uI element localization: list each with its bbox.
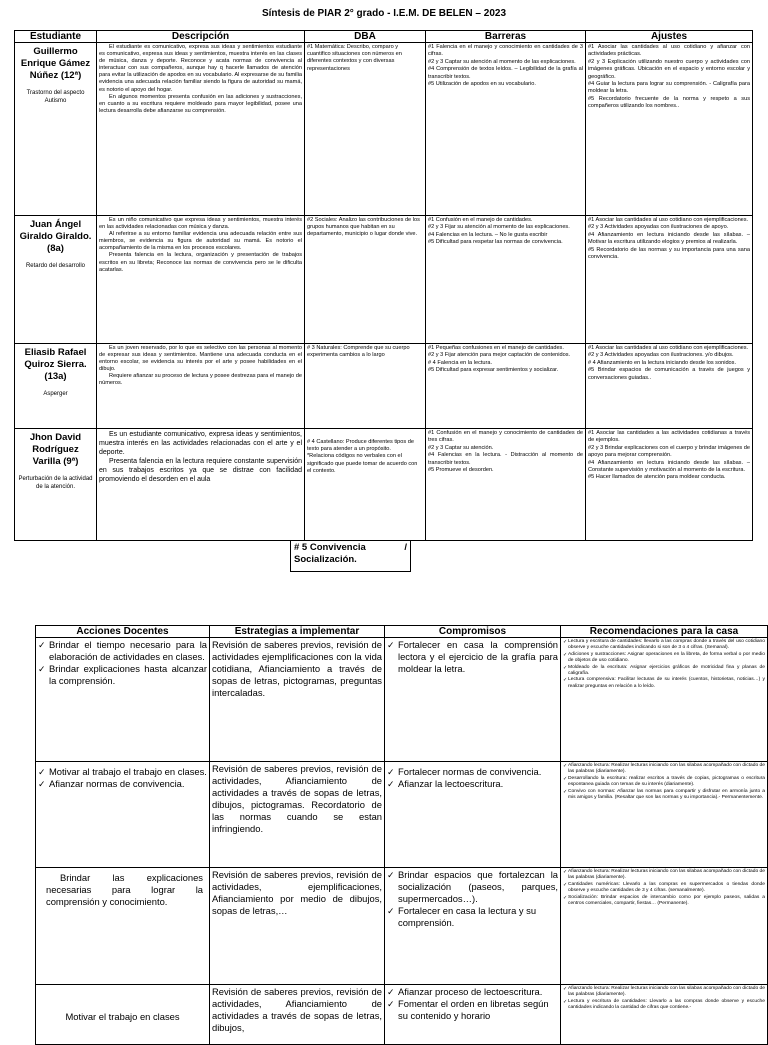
header-recomendaciones: Recomendaciones para la casa xyxy=(561,626,768,638)
list-item xyxy=(387,639,558,675)
acciones-cell xyxy=(36,762,210,868)
table-header-row xyxy=(15,31,753,43)
checkmark-icon: ✓ xyxy=(563,677,568,684)
list-item xyxy=(387,998,558,1022)
item-text: Motivar el trabajo en clases xyxy=(65,1011,180,1022)
item-text: Fortalecer normas de convivencia. xyxy=(398,766,542,777)
item-text: Desarrollando la escritura: realizar escritos a través de copias, pictogramas o escritura espontanea guiada con temas de su interés (diariamente). xyxy=(568,775,765,788)
dba-cell xyxy=(305,429,426,541)
list-item xyxy=(563,677,765,690)
checkmark-icon: ✓ xyxy=(38,779,46,789)
dba-text: #2 Sociales: Analizo las contribuciones de los grupos humanos que habitan en su departamento, municipio o lugar donde vive. xyxy=(307,217,420,238)
actions-table xyxy=(35,625,768,1045)
item-text: Afianzando lectura: Realizar lecturas iniciando con las silabas acompañado con dictado de las palabras (diariamente). xyxy=(568,869,765,881)
adjustment-item: #1 Asociar las cantidades al uso cotidiano con ejemplificaciones. xyxy=(588,345,749,351)
socializacion-label: Socialización. xyxy=(294,554,357,565)
item-text: Afianzar la lectoescritura. xyxy=(398,778,504,789)
list-item xyxy=(563,999,765,1012)
barrier-item: #5 Promueve el desorden. xyxy=(428,467,494,474)
header-descripcion: Descripción xyxy=(97,31,305,43)
table-row xyxy=(15,216,753,344)
list-item xyxy=(387,766,558,778)
list-item xyxy=(38,663,207,687)
adjustment-item: #2 y 3 Explicación utilizando nuestro cuerpo y actividades con imágenes gráficas. Ubicación en el espacio y entorno escolar y geográfico. xyxy=(588,58,750,80)
slash-mark: / xyxy=(404,542,407,553)
description-paragraph: Al referirse a su entorno familiar evidencia una adecuada relación entre sus miembros, se evidencia su figura de autoridad su mamá. Es notorio el acompañamiento de la misma en los procesos escolares. xyxy=(99,231,302,252)
adjustment-item: #4 Afianzamiento en lectura iniciando desde las sílabas. – Constante supervisión y motivación al momento de la escritura. xyxy=(588,459,750,474)
item-text: Brindar espacios que fortalezcan la socialización (paseos, parques, supermercados…). xyxy=(398,869,558,904)
barrier-item: # 4 Falencia en la lectura. xyxy=(428,359,493,366)
description-paragraph: Requiere afianzar su proceso de lectura y posee destrezas para el manejo de números. xyxy=(99,373,302,387)
convivencia-dba-cell xyxy=(290,540,411,572)
description-paragraph: Es un niño comunicativo que expresa ideas y sentimientos, muestra interés en las actividades relacionadas con música y danza. xyxy=(99,217,302,231)
barrier-item: #4 Comprensión de textos leídos. – Legibilidad de la grafía al transcribir textos. xyxy=(428,66,583,80)
list-item xyxy=(563,789,765,802)
checkmark-icon: ✓ xyxy=(387,987,395,997)
barrier-item: #2 y 3 Fijar atención para mejor captación de contenidos. xyxy=(428,352,571,359)
barrier-item: #2 y 3 Captar su atención. xyxy=(428,444,494,451)
item-text: Afianzar proceso de lectoescritura. xyxy=(398,986,543,997)
adjustment-item: #5 Recordatorio de las normas y su importancia para una sana convivencia. xyxy=(588,246,750,261)
barriers-cell xyxy=(426,344,586,429)
checkmark-icon: ✓ xyxy=(387,640,395,650)
adjustment-item: # 4 Afianzamiento en la lectura iniciando desde los sonidos. xyxy=(588,359,737,366)
recomendaciones-cell xyxy=(561,985,768,1045)
list-item xyxy=(563,763,765,776)
barriers-cell xyxy=(426,216,586,344)
compromisos-cell xyxy=(385,638,561,762)
dba-cell xyxy=(305,344,426,429)
adjustment-item: #4 Afianzamiento en lectura iniciando desde las sílabas. – Motivar la escritura utilizando elogios y premios al realizarla. xyxy=(588,231,750,246)
table-header-row xyxy=(36,626,768,638)
item-text: Lectura y escritura de cantidades: llevarlo a las compras donde a través del uso cotidiano observe y escuche cantidades indicando si son de 3 o 4 cifras. (Semanal). xyxy=(568,639,765,651)
item-text: Socialización: Brindar espacios de intercambio como por ejemplo paseos, salidas a centros comerciales, compartir, fiestas… (Permanente). xyxy=(568,894,765,907)
list-item xyxy=(38,639,207,663)
header-ajustes: Ajustes xyxy=(586,31,753,43)
checkmark-icon: ✓ xyxy=(387,779,395,789)
description-paragraph: Es un joven reservado, por lo que es selectivo con las personas al momento de expresar sus ideas y sentimientos. Mantiene una adecuada conducta en el entorno escolar, se evidencia su interés por el arte y posee habilidades en el dibujo. xyxy=(99,345,302,373)
description-cell xyxy=(97,216,305,344)
list-item xyxy=(563,665,765,678)
student-cell xyxy=(15,429,97,541)
estrategias-cell xyxy=(210,762,385,868)
student-diagnosis: Perturbación de la actividad de la atención. xyxy=(18,476,93,490)
list-item xyxy=(563,652,765,665)
item-text: Moldeado de la escritura: Asignar ejercicios gráficos de motricidad fina y planas de caligrafía. xyxy=(568,664,765,677)
list-item xyxy=(38,778,207,790)
adjustment-item: #5 Brindar espacios de comunicación a través de juegos y conversaciones guiadas.. xyxy=(588,367,750,381)
estrategias-cell xyxy=(210,868,385,985)
compromisos-cell xyxy=(385,762,561,868)
list-item xyxy=(563,639,765,652)
item-text: Brindar explicaciones hasta alcanzar la comprensión. xyxy=(49,663,207,686)
list-item xyxy=(387,869,558,905)
student-diagnosis: Retardo del desarrollo xyxy=(25,263,86,269)
student-diagnosis: Trastorno del aspecto Autismo xyxy=(26,90,85,104)
checkmark-icon: ✓ xyxy=(563,881,568,888)
item-text: Cantidades numéricas: Llevarlo a las compras en supermercados o tiendas donde observe y escuche cantidades de 3 y 4 cifras. (semanalmente). xyxy=(568,881,765,894)
adjustments-cell xyxy=(586,344,753,429)
student-cell xyxy=(15,43,97,216)
list-item xyxy=(387,905,558,929)
barrier-item: #1 Confusión en el manejo de cantidades. xyxy=(428,217,533,223)
student-name: Guillermo Enrique Gámez Núñez (12ª) xyxy=(20,46,91,81)
list-item xyxy=(387,986,558,998)
item-text: Lectura comprensiva: Facilitar lecturas de su interés (cuentos, historietas, noticias…) y realizar preguntas en relación a lo leído. xyxy=(568,677,765,689)
compromisos-cell xyxy=(385,985,561,1045)
description-cell xyxy=(97,429,305,541)
item-text: Revisión de saberes previos, revisión de actividades, Afianciamiento de actividades a través de sopas de letras, dibujos, xyxy=(212,986,382,1033)
adjustment-item: #4 Guiar la lectura para lograr su comprensión. - Caligrafía para moldear la letra. xyxy=(588,81,750,95)
student-name: Jhon David Rodríguez Varilla (9ª) xyxy=(29,432,82,467)
description-cell xyxy=(97,43,305,216)
recomendaciones-cell xyxy=(561,868,768,985)
adjustments-cell xyxy=(586,43,753,216)
barrier-item: #2 y 3 Captar su atención al momento de las explicaciones. xyxy=(428,58,576,65)
adjustment-item: #2 y 3 Actividades apoyadas con ilustraciones. y/o dibujos. xyxy=(588,352,734,359)
description-paragraph: El estudiante es comunicativo, expresa sus ideas y sentimientos estudiante es comunicativo, expresa sus ideas y sentimientos, muestra interés en las clases de música, danza y deporte. Reconoce y acata normas de convivencia al interactuar con sus compañeros, aunque hay q hacerle llamados de atención para evitar la utilización de apodos en su vocabulario. Al expresarse de su familia evidencia una adecuada relación familiar siendo la figura de autoridad su mamá, es notorio el apoyo del hogar. xyxy=(99,44,302,93)
item-text: Fortalecer en casa la comprensión lectora y el ejercicio de la grafía para moldear la letra. xyxy=(398,639,558,674)
checkmark-icon: ✓ xyxy=(563,869,568,875)
header-acciones: Acciones Docentes xyxy=(36,626,210,638)
item-text: Fomentar el orden en libretas según su contenido y horario xyxy=(398,998,549,1021)
student-diagnosis: Asperger xyxy=(43,391,68,397)
barrier-item: #1 Pequeñas confusiones en el manejo de cantidades. xyxy=(428,345,564,351)
barrier-item: #5 Dificultad para respetar las normas de convivencia. xyxy=(428,239,563,246)
item-text: Lectura y escritura de cantidades: Llevarlo a las compras donde observe y escuche cantidades indicando la cantidad de cifras que contiene.- xyxy=(568,998,765,1011)
checkmark-icon: ✓ xyxy=(563,639,568,645)
barrier-item: #5 Dificultad para expresar sentimientos y socializar. xyxy=(428,367,559,374)
table-row xyxy=(36,638,768,762)
student-name: Eliasib Rafael Quiroz Sierra. (13a) xyxy=(24,347,87,382)
description-paragraph: Es un estudiante comunicativo, expresa ideas y sentimientos, muestra interés en las actividades relacionadas con el arte y el deporte. xyxy=(99,431,302,456)
acciones-cell xyxy=(36,985,210,1045)
checkmark-icon: ✓ xyxy=(387,999,395,1009)
adjustment-item: #2 y 3 Brindar explicaciones con el cuerpo y brindar imágenes de apoyo para mejorar comprensión. xyxy=(588,444,751,459)
table-row xyxy=(15,344,753,429)
description-paragraph: Presenta falencia en la lectura requiere constante supervisión en sus trabajos escritos ya que se distrae con facilidad promoviendo el desorden en el aula xyxy=(99,458,302,483)
item-text: Afianzando lectura: Realizar lecturas iniciando con las silabas acompañado con dictado de las palabras (diariamente). xyxy=(568,986,765,998)
checkmark-icon: ✓ xyxy=(563,986,568,992)
checkmark-icon: ✓ xyxy=(387,906,395,916)
estrategias-cell xyxy=(210,985,385,1045)
item-text: Convivo con normas: Afianzar las normas para compartir y disfrutar en armonía junto a mis amigos y familia. (Resaltar que son las normas y su importancia).- Permanentemente. xyxy=(568,788,765,801)
adjustment-item: #1 Asociar las cantidades al uso cotidiano con ejemplificaciones. xyxy=(588,217,749,223)
item-text: Afianzar normas de convivencia. xyxy=(49,778,185,789)
table-row xyxy=(36,985,768,1045)
list-item xyxy=(563,882,765,895)
barriers-cell xyxy=(426,429,586,541)
table-row xyxy=(15,429,753,541)
header-dba: DBA xyxy=(305,31,426,43)
compromisos-cell xyxy=(385,868,561,985)
dba-cell xyxy=(305,216,426,344)
header-estrategias: Estrategias a implementar xyxy=(210,626,385,638)
checkmark-icon: ✓ xyxy=(563,788,568,795)
checkmark-icon: ✓ xyxy=(563,894,568,901)
item-text: Revisión de saberes previos, revisión de actividades, Afianciamiento de actividades a través de sopas de letras, dibujos, pictogramas. Recordatorio de las normas cuando se estan infringiendo. xyxy=(212,763,382,834)
table-row xyxy=(36,762,768,868)
header-barreras: Barreras xyxy=(426,31,586,43)
description-cell xyxy=(97,344,305,429)
barrier-item: #5 Utilización de apodos en su vocabulario. xyxy=(428,81,536,88)
adjustment-item: #2 y 3 Actividades apoyadas con ilustraciones de apoyo. xyxy=(588,224,729,231)
convivencia-label: # 5 Convivencia xyxy=(294,542,366,553)
item-text: Brindar el tiempo necesario para la elaboración de actividades en clases. xyxy=(49,639,207,662)
barrier-item: #4 Falencias en la lectura. – No le gusta escribir xyxy=(428,231,548,238)
barrier-item: #1 Falencia en el manejo y conocimiento en cantidades de 3 cifras. xyxy=(428,44,583,58)
header-estudiante: Estudiante xyxy=(15,31,97,43)
student-cell xyxy=(15,344,97,429)
list-item xyxy=(563,986,765,999)
checkmark-icon: ✓ xyxy=(38,664,46,674)
table-row xyxy=(36,868,768,985)
page-title: Síntesis de PIAR 2° grado - I.E.M. DE BELEN – 2023 xyxy=(261,8,507,19)
acciones-cell xyxy=(36,638,210,762)
checkmark-icon: ✓ xyxy=(38,640,46,650)
adjustment-item: #5 Recordatorio frecuente de la norma y respeto a sus compañeros utilizando los nombres.. xyxy=(588,95,750,110)
item-text: Fortalecer en casa la lectura y su comprensión. xyxy=(398,905,537,928)
adjustment-item: #1 Asociar las cantidades al uso cotidiano y afianzar con actividades prácticas. xyxy=(588,44,750,58)
barriers-cell xyxy=(426,43,586,216)
checkmark-icon: ✓ xyxy=(563,998,568,1005)
item-text: Brindar las explicaciones necesarias para lograr la comprensión y conocimiento. xyxy=(46,872,203,907)
checkmark-icon: ✓ xyxy=(563,664,568,671)
item-text: Adiciones y sustracciones: Asignar operaciones en la libreta, de forma verbal o por medio de objetos de uso cotidiano. xyxy=(568,651,765,664)
dba-text: *Relaciona códigos no verbales con el significado que puede tomar de acuerdo con el contexto. xyxy=(307,453,418,474)
acciones-cell xyxy=(36,868,210,985)
recomendaciones-cell xyxy=(561,638,768,762)
description-paragraph: En algunos momentos presenta confusión en las adiciones y sustracciones, en cuanto a su escritura requiere moldeado para mayor legibilidad, posee una lectura desarrolla debe afianzarse su comprensión. xyxy=(99,93,302,114)
dba-cell xyxy=(305,43,426,216)
item-text: Motivar al trabajo el trabajo en clases. xyxy=(49,766,207,777)
checkmark-icon: ✓ xyxy=(563,775,568,782)
checkmark-icon: ✓ xyxy=(38,767,46,777)
barrier-item: #4 Falencias en la lectura. - Distracción al momento de transcribir textos. xyxy=(428,452,583,466)
table-row xyxy=(15,43,753,216)
estrategias-cell xyxy=(210,638,385,762)
dba-text: # 3 Naturales: Comprende que su cuerpo experimenta cambios a lo largo xyxy=(307,345,410,359)
header-compromisos: Compromisos xyxy=(385,626,561,638)
barrier-item: #1 Confusión en el manejo y conocimiento de cantidades de tres cifras. xyxy=(428,430,583,444)
dba-text: #1 Matemática: Describo, comparo y cuantifico situaciones con números en diferentes contextos y con diversas representaciones xyxy=(307,44,402,72)
list-item xyxy=(387,778,558,790)
adjustments-cell xyxy=(586,429,753,541)
list-item xyxy=(563,869,765,882)
checkmark-icon: ✓ xyxy=(387,870,395,880)
list-item xyxy=(563,895,765,908)
checkmark-icon: ✓ xyxy=(563,763,568,769)
description-paragraph: Presenta falencia en la lectura, organización y presentación de trabajos escritos en su libreta; Reconoce las normas de convivencia pero se le dificulta acatarlas. xyxy=(99,252,302,273)
dba-text: # 4 Castellano: Produce diferentes tipos de texto para atender a un propósito. xyxy=(307,439,414,453)
item-text: Afianzando lectura: Realizar lecturas iniciando con las silabas acompañado con dictado de las palabras (diariamente). xyxy=(568,763,765,775)
student-cell xyxy=(15,216,97,344)
item-text: Revisión de saberes previos, revisión de actividades ejemplificaciones con la vida cotidiana, Afianciamiento a través de sopas de letras, pictogramas, preguntas intercaladas. xyxy=(212,639,382,698)
list-item xyxy=(563,776,765,789)
checkmark-icon: ✓ xyxy=(387,767,395,777)
recomendaciones-cell xyxy=(561,762,768,868)
student-name: Juan Ángel Giraldo Giraldo. (8a) xyxy=(19,219,92,254)
checkmark-icon: ✓ xyxy=(563,651,568,658)
adjustments-cell xyxy=(586,216,753,344)
list-item xyxy=(38,766,207,778)
barrier-item: #2 y 3 Fijar su atención al momento de las explicaciones. xyxy=(428,224,570,231)
adjustment-item: #5 Hacer llamados de atención para moldear conducta. xyxy=(588,474,726,481)
item-text: Revisión de saberes previos, revisión de actividades, ejemplificaciones, Afianciamiento por medio de dibujos, sopas de letras,… xyxy=(212,869,382,916)
piar-summary-table xyxy=(14,30,753,541)
adjustment-item: #1 Asociar las cantidades a las actividades cotidianas a través de ejemplos. xyxy=(588,430,750,444)
